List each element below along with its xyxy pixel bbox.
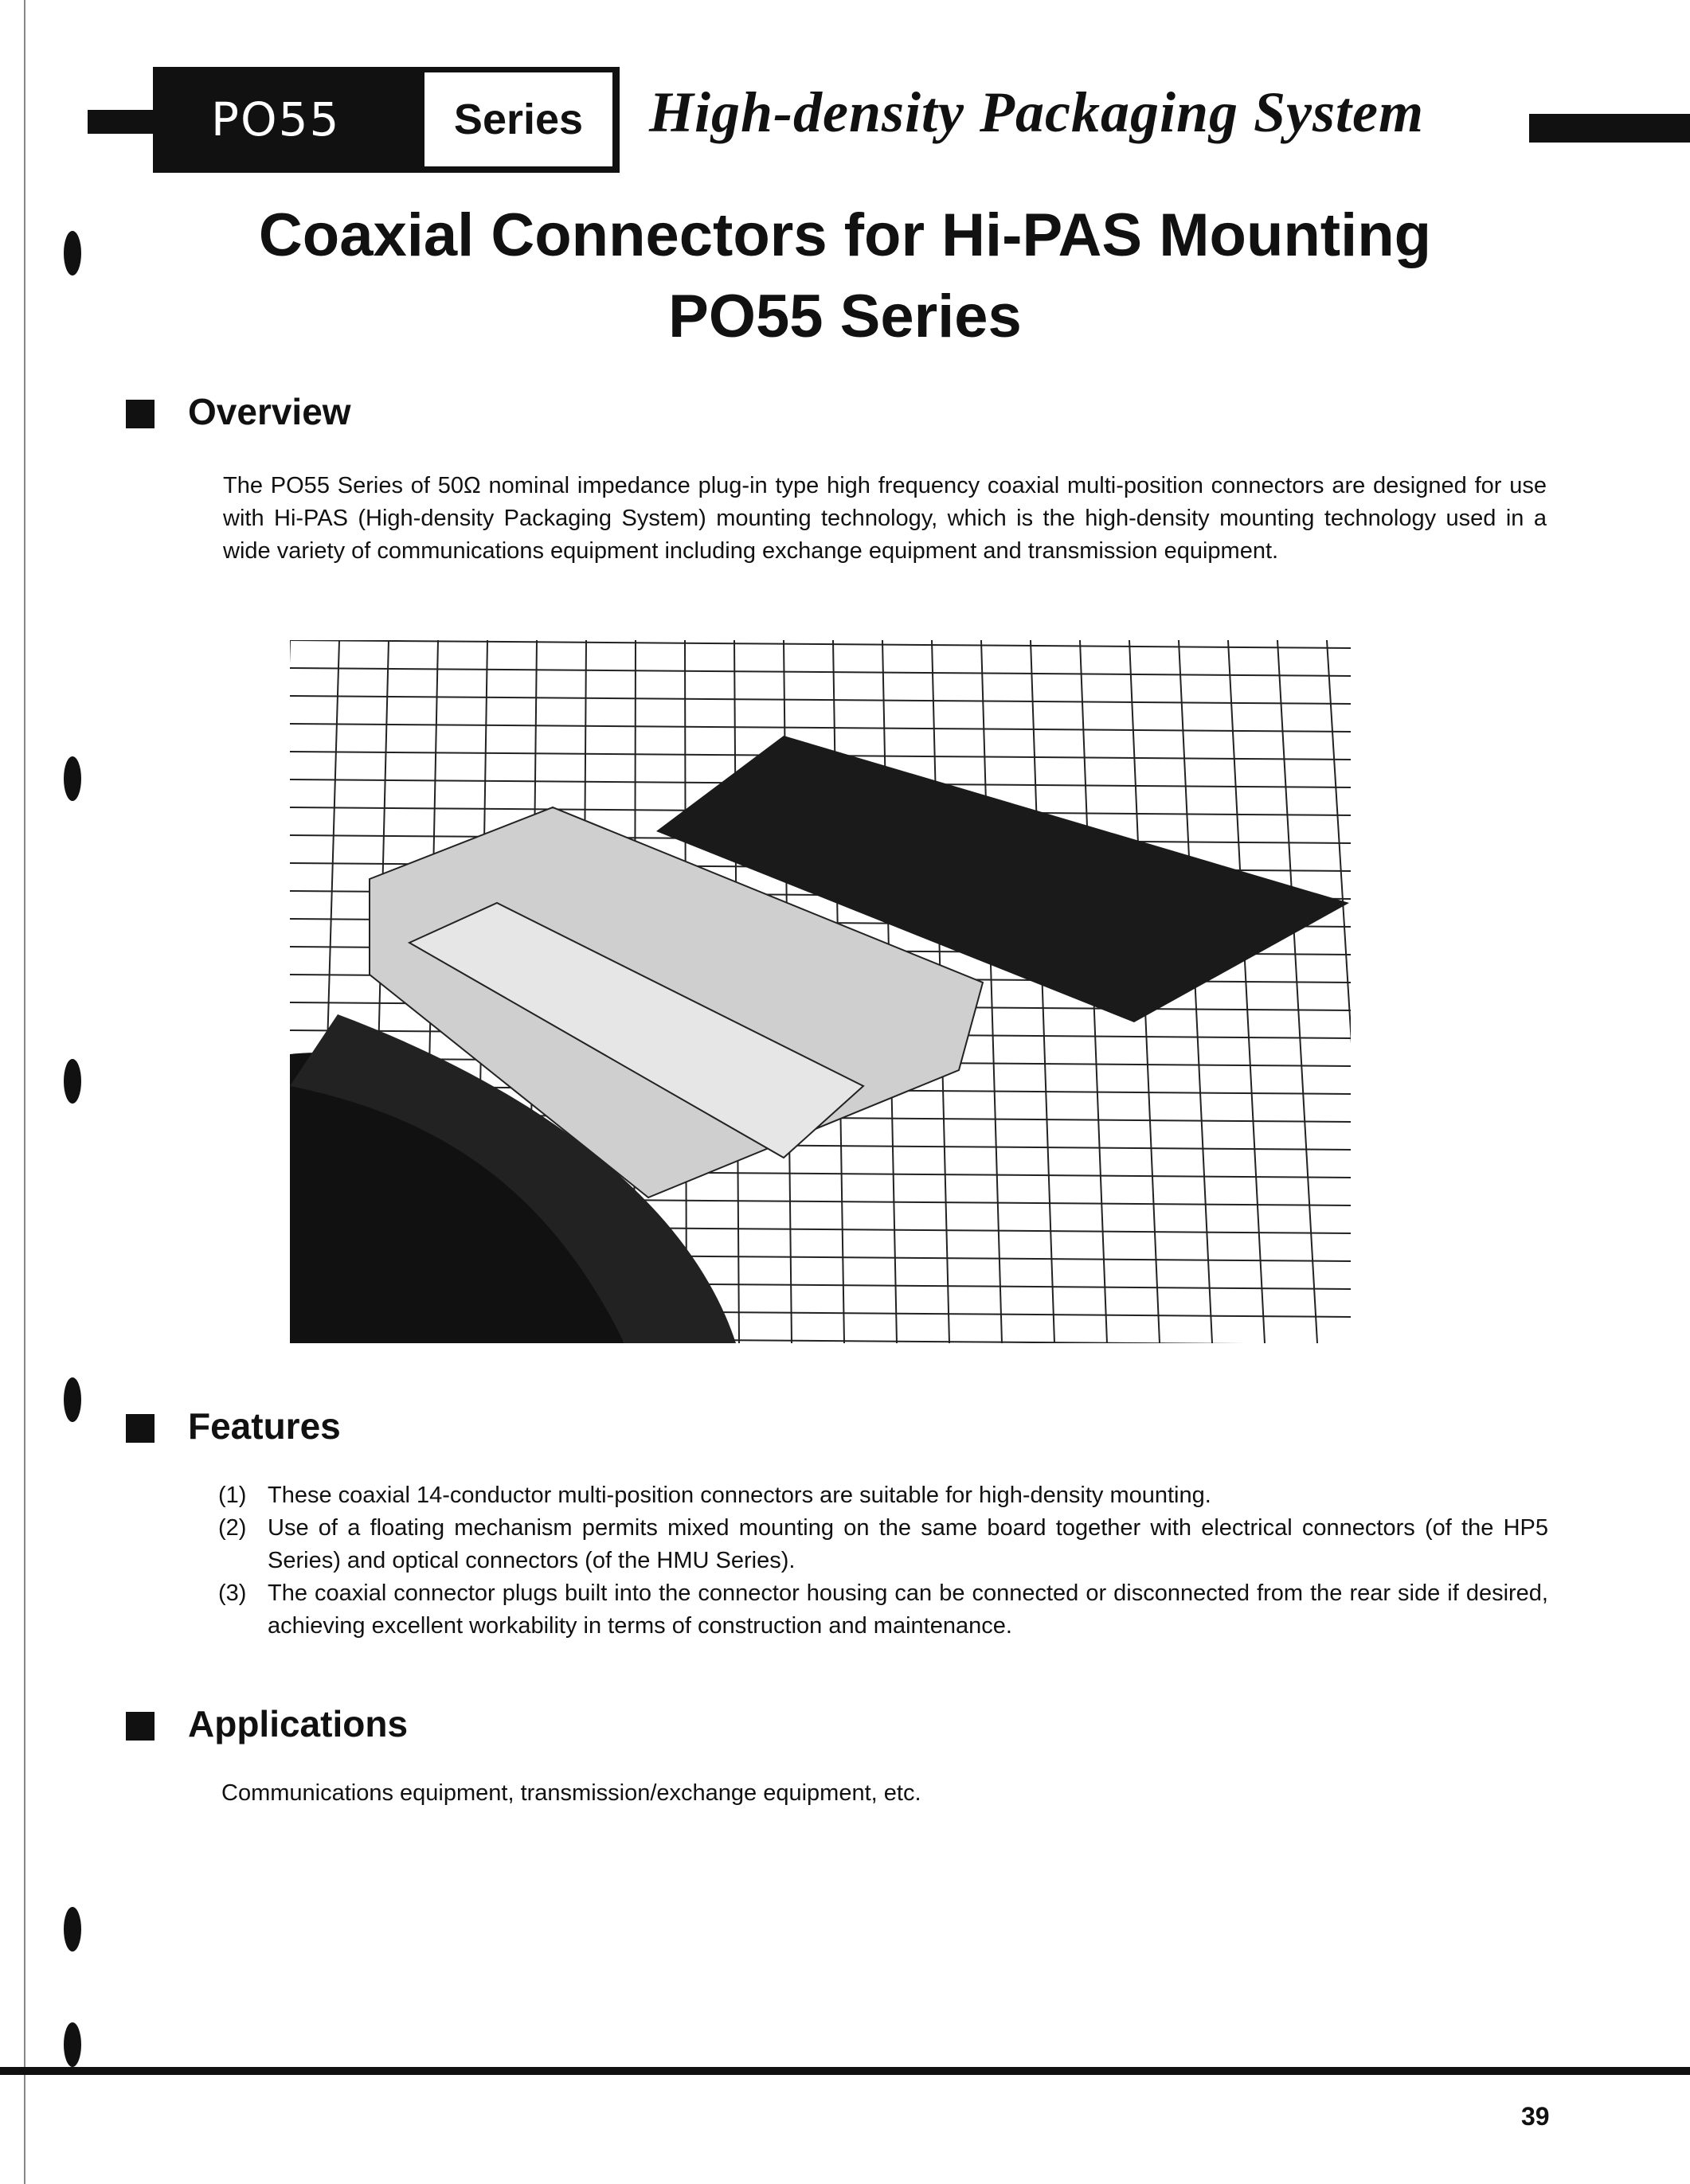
series-code: PO55 xyxy=(211,92,341,147)
feature-text: The coaxial connector plugs built into the connector housing can be connected or disconnected from the rear side if desired, achieving excellent workability in terms of construction and maintenance. xyxy=(268,1580,1548,1639)
applications-text: Communications equipment, transmission/exchange equipment, etc. xyxy=(221,1780,921,1806)
feature-item xyxy=(218,1479,1548,1512)
overview-text: The PO55 Series of 50Ω nominal impedance plug-in type high frequency coaxial multi-position connectors are designed for use with Hi-PAS (High-density Packaging System) mounting technology, which is the high-density mounting technology used in a wide variety of communications equipment including exchange equipment and transmission equipment. xyxy=(223,473,1547,564)
overview-heading: Overview xyxy=(188,391,351,432)
feature-number: (3) xyxy=(218,1580,247,1606)
series-label: Series xyxy=(424,72,612,166)
applications-heading: Applications xyxy=(188,1703,409,1744)
feature-item xyxy=(218,1577,1548,1643)
section-bullet-icon xyxy=(126,1712,155,1741)
header-bar-left xyxy=(88,110,155,134)
feature-number: (1) xyxy=(218,1483,247,1508)
header-bar-right xyxy=(1529,114,1690,143)
feature-text: These coaxial 14-conductor multi-position connectors are suitable for high-density mounting. xyxy=(268,1483,1211,1508)
section-bullet-icon xyxy=(126,400,155,428)
product-photo xyxy=(290,640,1351,1343)
page-number: 39 xyxy=(1521,2102,1550,2131)
features-list xyxy=(218,1479,1548,1643)
feature-number: (2) xyxy=(218,1515,247,1541)
footer-rule xyxy=(0,2067,1690,2075)
page-title-line1: Coaxial Connectors for Hi-PAS Mounting xyxy=(258,201,1432,269)
section-bullet-icon xyxy=(126,1414,155,1443)
feature-text: Use of a floating mechanism permits mixed mounting on the same board together with electrical connectors (of the HP5 Series) and optical connectors (of the HMU Series). xyxy=(268,1515,1548,1573)
page-title-line2: PO55 Series xyxy=(668,283,1022,350)
feature-item xyxy=(218,1512,1548,1577)
features-heading: Features xyxy=(188,1405,341,1447)
header-tagline: High-density Packaging System xyxy=(649,80,1424,144)
